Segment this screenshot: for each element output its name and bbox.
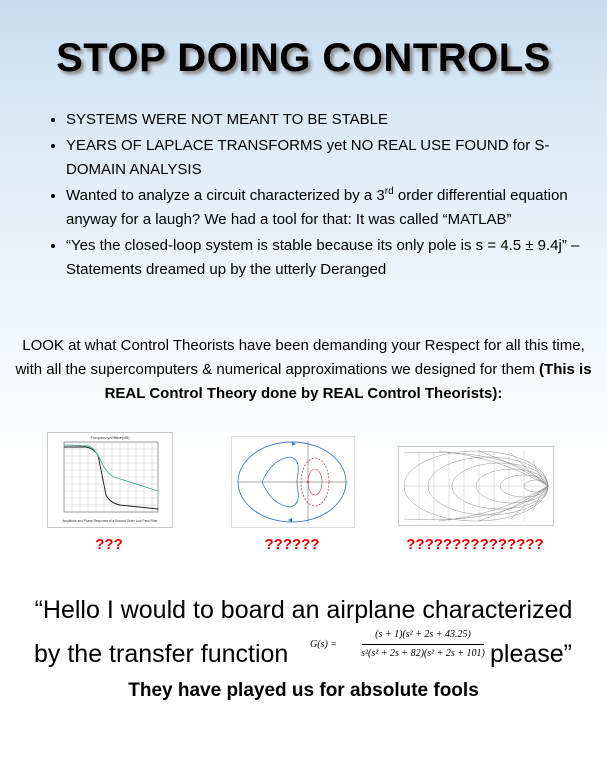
caption-nyquist: ?????? — [264, 536, 320, 553]
nyquist-plot-image — [231, 436, 355, 528]
look-paragraph: LOOK at what Control Theorists have been demanding your Respect for all this time, with all the supercomputers & numerical approximations we designed for them (This is REAL Control Theory done by REAL Control Theorists): — [15, 337, 592, 402]
look-bold: (This is REAL Control Theory done by REAL Control Theorists): — [104, 361, 592, 402]
hello-line-2-right: please” — [490, 640, 572, 668]
bode-plot-image — [47, 432, 173, 528]
tf-numerator: (s + 1)(s² + 2s + 43.25) — [375, 629, 471, 640]
bullet-list — [40, 108, 586, 284]
tf-denominator: s²(s² + 2s + 82)(s² + 2s + 101) — [361, 648, 485, 659]
tf-fraction-bar — [362, 644, 484, 645]
bullet-item: • SYSTEMS WERE NOT MEANT TO BE STABLE — [66, 108, 586, 132]
bullet-item: • Wanted to analyze a circuit characterized by a 3rd order differential equation anyway for a laugh? We had a tool for that: It was called “MATLAB” — [66, 184, 586, 232]
fools-line: They have played us for absolute fools — [128, 680, 479, 701]
transfer-function-equation — [306, 624, 486, 668]
bode-caption: Amplitude and Phase Response of a Second Order Low Pass Filter — [62, 519, 158, 523]
hello-line-1: “Hello I would to board an airplane characterized — [34, 596, 573, 624]
caption-bode: ??? — [95, 536, 123, 553]
caption-smith: ??????????????? — [406, 536, 544, 553]
hello-line-2-left: by the transfer function — [34, 640, 289, 668]
bullet-item: • “Yes the closed-loop system is stable because its only pole is s = 4.5 ± 9.4j” – Statements dreamed up by the utterly Deranged — [66, 234, 586, 282]
smith-chart-image — [398, 446, 554, 526]
bode-title: Frequency/Offline(dB) — [90, 435, 130, 440]
bullet-item: • YEARS OF LAPLACE TRANSFORMS yet NO REAL USE FOUND for S-DOMAIN ANALYSIS — [66, 134, 586, 182]
meme-title: STOP DOING CONTROLS — [56, 36, 551, 80]
tf-lhs: G(s) = — [310, 639, 338, 650]
